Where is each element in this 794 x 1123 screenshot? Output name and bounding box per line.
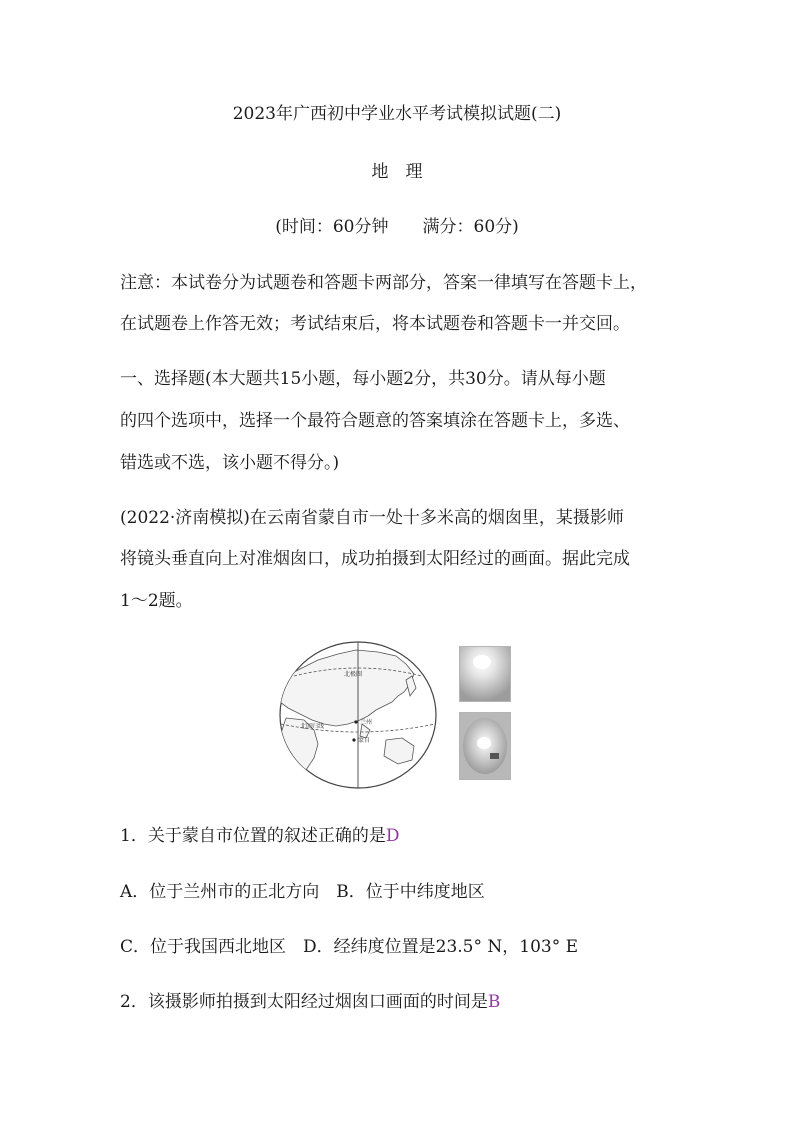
arctic-circle-label: 北极圈 bbox=[344, 671, 363, 678]
passage-line-1: (2022·济南模拟)在云南省蒙自市一处十多米高的烟囱里，某摄影师 bbox=[120, 508, 624, 528]
notice-line-2: 在试题卷上作答无效；考试结束后，将本试题卷和答题卡一并交回。 bbox=[120, 314, 630, 334]
sun-photo-1 bbox=[459, 646, 511, 702]
section-instructions-line-1: 一、选择题(本大题共15小题，每小题2分，共30分。请从每小题 bbox=[120, 369, 606, 389]
question-2-stem: 2．该摄影师拍摄到太阳经过烟囱口画面的时间是 bbox=[120, 992, 488, 1012]
section-instructions-line-3: 错选或不选，该小题不得分。) bbox=[120, 453, 340, 473]
question-2-answer: B bbox=[487, 992, 501, 1012]
question-1-answer: D bbox=[385, 826, 400, 846]
question-1-options-line-1: A．位于兰州市的正北方向 B．位于中纬度地区 bbox=[120, 882, 485, 902]
passage-line-3: 1～2题。 bbox=[120, 591, 193, 611]
notice-line-1: 注意：本试卷分为试题卷和答题卡两部分，答案一律填写在答题卡上， bbox=[120, 273, 647, 293]
tropic-label: 北回归线 bbox=[300, 723, 325, 730]
subject-title: 地 理 bbox=[371, 162, 423, 182]
passage-line-2: 将镜头垂直向上对准烟囱口，成功拍摄到太阳经过的画面。据此完成 bbox=[120, 549, 630, 569]
question-2 bbox=[120, 994, 500, 1011]
section-instructions-line-2: 的四个选项中，选择一个最符合题意的答案填涂在答题卡上，多选、 bbox=[120, 411, 630, 431]
question-1-options-line-2: C．位于我国西北地区 D．经纬度位置是23.5° N，103° E bbox=[120, 937, 579, 957]
question-1 bbox=[120, 828, 399, 845]
exam-title: 2023年广西初中学业水平考试模拟试题(二) bbox=[232, 104, 562, 124]
lanzhou-label: 兰州 bbox=[360, 719, 373, 726]
question-1-stem: 1．关于蒙自市位置的叙述正确的是 bbox=[120, 826, 386, 846]
mengzi-label: 蒙自 bbox=[358, 737, 371, 744]
sun-photo-2 bbox=[459, 712, 511, 780]
exam-time-info: (时间：60分钟 满分：60分) bbox=[275, 217, 519, 237]
mengzi-marker bbox=[352, 738, 355, 741]
lanzhou-marker bbox=[354, 720, 357, 723]
